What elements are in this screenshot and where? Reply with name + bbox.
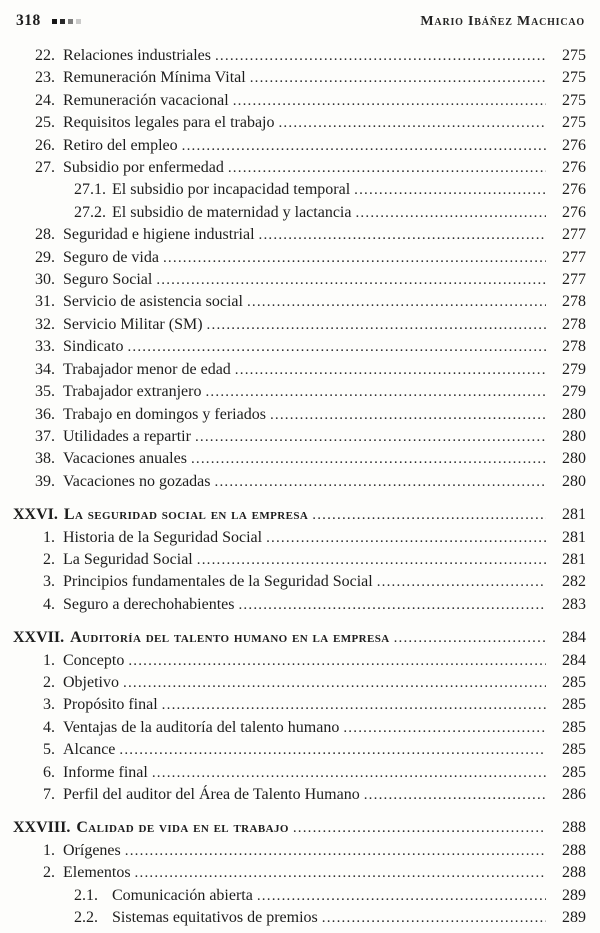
entry-title: Perfil del auditor del Área de Talento Humano (63, 786, 360, 803)
dot-leader (228, 157, 546, 179)
entry-number: 33. (35, 338, 55, 356)
entry-title: Alcance (63, 741, 116, 759)
entry-page-number: 275 (562, 91, 586, 109)
entry-number: 35. (35, 383, 55, 401)
toc-entry (13, 336, 586, 358)
entry-number: XXVIII. (13, 819, 71, 837)
entry-title: Seguro de vida (63, 248, 159, 266)
toc-entry (13, 784, 586, 806)
entry-number: 31. (35, 293, 55, 311)
entry-page-number: 285 (562, 696, 586, 714)
entry-title: La Seguridad Social (63, 550, 193, 568)
entry-title: Relaciones industriales (63, 47, 211, 64)
dot-leader (163, 247, 546, 269)
entry-number: 28. (35, 226, 55, 244)
dot-leader (250, 67, 546, 89)
toc-chapter-entry (13, 817, 586, 839)
entry-page-number: 289 (562, 909, 586, 927)
running-header (0, 0, 600, 30)
toc-entry (13, 549, 586, 571)
dot-leader (343, 717, 546, 739)
entry-page-number: 279 (562, 383, 586, 401)
entry-page-number: 289 (562, 886, 586, 904)
entry-page-number: 281 (562, 550, 586, 568)
entry-title: Seguro Social (63, 271, 153, 289)
entry-number: 3. (43, 696, 55, 714)
entry-number: 1. (43, 651, 55, 669)
entry-page-number: 276 (562, 203, 586, 221)
entry-page-number: 277 (562, 248, 586, 266)
fading-squares-ornament-icon (52, 19, 84, 24)
toc-entry (13, 247, 586, 269)
entry-title: Vacaciones anuales (63, 450, 187, 468)
dot-leader (162, 694, 546, 716)
entry-page-number: 275 (562, 69, 586, 87)
entry-title: Requisitos legales para el trabajo (63, 114, 275, 132)
entry-page-number: 281 (562, 528, 586, 546)
toc-entry (13, 762, 586, 784)
dot-leader (215, 45, 546, 67)
entry-number: 2.2. (74, 909, 98, 927)
entry-title: Auditoría del talento humano en la empresa (70, 629, 390, 647)
entry-page-number: 288 (562, 864, 586, 882)
entry-title: Trabajador menor de edad (63, 360, 231, 378)
entry-number: XXVI. (13, 506, 58, 524)
entry-number: 34. (35, 360, 55, 378)
dot-leader (125, 840, 546, 862)
toc-entry (13, 112, 586, 134)
toc-chapter-entry (13, 504, 586, 526)
entry-page-number: 280 (562, 450, 586, 468)
entry-number: 24. (35, 91, 55, 109)
entry-page-number: 280 (562, 427, 586, 445)
table-of-contents (0, 30, 600, 929)
entry-page-number: 285 (562, 741, 586, 759)
toc-entry (13, 269, 586, 291)
toc-entry (13, 650, 586, 672)
toc-entry (13, 404, 586, 426)
entry-title: Propósito final (63, 696, 158, 714)
dot-leader (355, 202, 546, 224)
dot-leader (259, 224, 546, 246)
entry-number: 22. (35, 47, 55, 64)
dot-leader (156, 269, 546, 291)
toc-entry (13, 202, 586, 224)
entry-number: 5. (43, 741, 55, 759)
entry-title: Sindicato (63, 338, 124, 356)
toc-entry (13, 672, 586, 694)
toc-section (13, 817, 586, 929)
entry-number: 3. (43, 573, 55, 591)
dot-leader (127, 336, 546, 358)
entry-page-number: 275 (562, 47, 586, 64)
entry-number: 30. (35, 271, 55, 289)
dot-leader (205, 381, 546, 403)
entry-number: 7. (43, 786, 55, 803)
square-icon (60, 19, 65, 24)
dot-leader (197, 549, 546, 571)
toc-chapter-entry (13, 627, 586, 649)
entry-number: 26. (35, 136, 55, 154)
entry-number: 39. (35, 472, 55, 490)
dot-leader (207, 314, 546, 336)
toc-entry (13, 840, 586, 862)
entry-title: Principios fundamentales de la Seguridad Social (63, 573, 373, 591)
dot-leader (238, 594, 546, 616)
entry-number: 4. (43, 595, 55, 613)
entry-title: Elementos (63, 864, 131, 882)
toc-entry (13, 90, 586, 112)
toc-entry (13, 224, 586, 246)
entry-page-number: 285 (562, 718, 586, 736)
entry-page-number: 276 (562, 181, 586, 199)
toc-entry (13, 45, 586, 67)
entry-title: La seguridad social en la empresa (63, 506, 309, 524)
entry-page-number: 285 (562, 763, 586, 781)
entry-number: 27.1. (74, 181, 106, 199)
entry-page-number: 286 (562, 786, 586, 803)
entry-title: Concepto (63, 651, 125, 669)
dot-leader (293, 817, 546, 839)
toc-entry (13, 314, 586, 336)
page-number: 318 (16, 12, 41, 29)
toc-entry (13, 381, 586, 403)
entry-title: Servicio Militar (SM) (63, 315, 203, 333)
entry-number: 27.2. (74, 203, 106, 221)
dot-leader (247, 291, 546, 313)
square-icon (68, 19, 73, 24)
entry-number: 2. (43, 673, 55, 691)
entry-number: 6. (43, 763, 55, 781)
entry-page-number: 278 (562, 338, 586, 356)
entry-title: Comunicación abierta (112, 886, 253, 904)
entry-number: 2. (43, 550, 55, 568)
entry-page-number: 284 (562, 651, 586, 669)
entry-title: Retiro del empleo (63, 136, 178, 154)
entry-number: 37. (35, 427, 55, 445)
toc-section (13, 627, 586, 806)
entry-page-number: 275 (562, 114, 586, 132)
dot-leader (270, 404, 546, 426)
toc-entry (13, 739, 586, 761)
entry-number: 36. (35, 405, 55, 423)
toc-entry (13, 179, 586, 201)
entry-page-number: 288 (562, 841, 586, 859)
dot-leader (123, 672, 546, 694)
toc-entry (13, 717, 586, 739)
entry-title: Vacaciones no gozadas (63, 472, 211, 490)
dot-leader (152, 762, 546, 784)
toc-section (13, 504, 586, 616)
dot-leader (119, 739, 546, 761)
entry-title: Trabajador extranjero (63, 383, 202, 401)
entry-page-number: 278 (562, 293, 586, 311)
entry-title: Historia de la Seguridad Social (63, 528, 263, 546)
entry-page-number: 282 (562, 573, 586, 591)
entry-page-number: 279 (562, 360, 586, 378)
entry-page-number: 278 (562, 315, 586, 333)
entry-number: 2. (43, 864, 55, 882)
entry-number: 2.1. (74, 886, 98, 904)
running-header-author: Mario Ibáñez Machicao (420, 14, 585, 29)
entry-title: Seguro a derechohabientes (63, 595, 235, 613)
dot-leader (364, 784, 546, 806)
entry-page-number: 283 (562, 595, 586, 613)
entry-title: El subsidio por incapacidad temporal (112, 181, 351, 199)
dot-leader (278, 112, 546, 134)
entry-title: Remuneración vacacional (63, 91, 229, 109)
toc-entry (13, 862, 586, 884)
toc-entry (13, 359, 586, 381)
dot-leader (377, 571, 546, 593)
toc-entry (13, 448, 586, 470)
entry-number: 38. (35, 450, 55, 468)
square-icon (76, 19, 81, 24)
toc-entry (13, 426, 586, 448)
toc-entry (13, 135, 586, 157)
dot-leader (135, 862, 546, 884)
entry-title: Remuneración Mínima Vital (63, 69, 246, 87)
entry-page-number: 284 (562, 629, 586, 647)
entry-page-number: 281 (562, 506, 586, 524)
entry-title: Objetivo (63, 673, 119, 691)
dot-leader (257, 885, 546, 907)
toc-entry (13, 67, 586, 89)
entry-number: 27. (35, 159, 55, 177)
entry-number: 25. (35, 114, 55, 132)
toc-entry (13, 885, 586, 907)
entry-title: Subsidio por enfermedad (63, 159, 224, 177)
dot-leader (195, 426, 546, 448)
toc-entry (13, 527, 586, 549)
dot-leader (215, 471, 547, 493)
entry-page-number: 288 (562, 819, 586, 837)
entry-title: Servicio de asistencia social (63, 293, 243, 311)
dot-leader (191, 448, 546, 470)
entry-title: Informe final (63, 763, 148, 781)
dot-leader (312, 504, 546, 526)
toc-entry (13, 291, 586, 313)
entry-title: Sistemas equitativos de premios (112, 909, 318, 927)
entry-number: 29. (35, 248, 55, 266)
entry-number: 32. (35, 315, 55, 333)
entry-number: 1. (43, 528, 55, 546)
entry-page-number: 285 (562, 673, 586, 691)
toc-entry (13, 907, 586, 929)
entry-number: 4. (43, 718, 55, 736)
entry-title: Orígenes (63, 841, 121, 859)
square-icon (52, 19, 57, 24)
toc-entry (13, 694, 586, 716)
dot-leader (394, 627, 546, 649)
entry-title: Ventajas de la auditoría del talento humano (63, 718, 340, 736)
entry-title: Trabajo en domingos y feriados (63, 405, 266, 423)
toc-entry (13, 571, 586, 593)
dot-leader (182, 135, 546, 157)
entry-page-number: 277 (562, 271, 586, 289)
entry-title: El subsidio de maternidad y lactancia (112, 203, 352, 221)
toc-entry (13, 471, 586, 493)
entry-number: XXVII. (13, 629, 65, 647)
folio-group (16, 12, 84, 30)
dot-leader (266, 527, 546, 549)
toc-entry (13, 594, 586, 616)
entry-title: Seguridad e higiene industrial (63, 226, 255, 244)
entry-title: Utilidades a repartir (63, 427, 191, 445)
entry-page-number: 280 (562, 472, 586, 490)
entry-page-number: 277 (562, 226, 586, 244)
entry-number: 23. (35, 69, 55, 87)
entry-title: Calidad de vida en el trabajo (76, 819, 289, 837)
dot-leader (322, 907, 546, 929)
entry-page-number: 276 (562, 159, 586, 177)
dot-leader (128, 650, 546, 672)
entry-page-number: 280 (562, 405, 586, 423)
dot-leader (233, 90, 546, 112)
entry-number: 1. (43, 841, 55, 859)
entry-page-number: 276 (562, 136, 586, 154)
toc-section (13, 45, 586, 493)
dot-leader (235, 359, 546, 381)
dot-leader (354, 179, 546, 201)
toc-entry (13, 157, 586, 179)
